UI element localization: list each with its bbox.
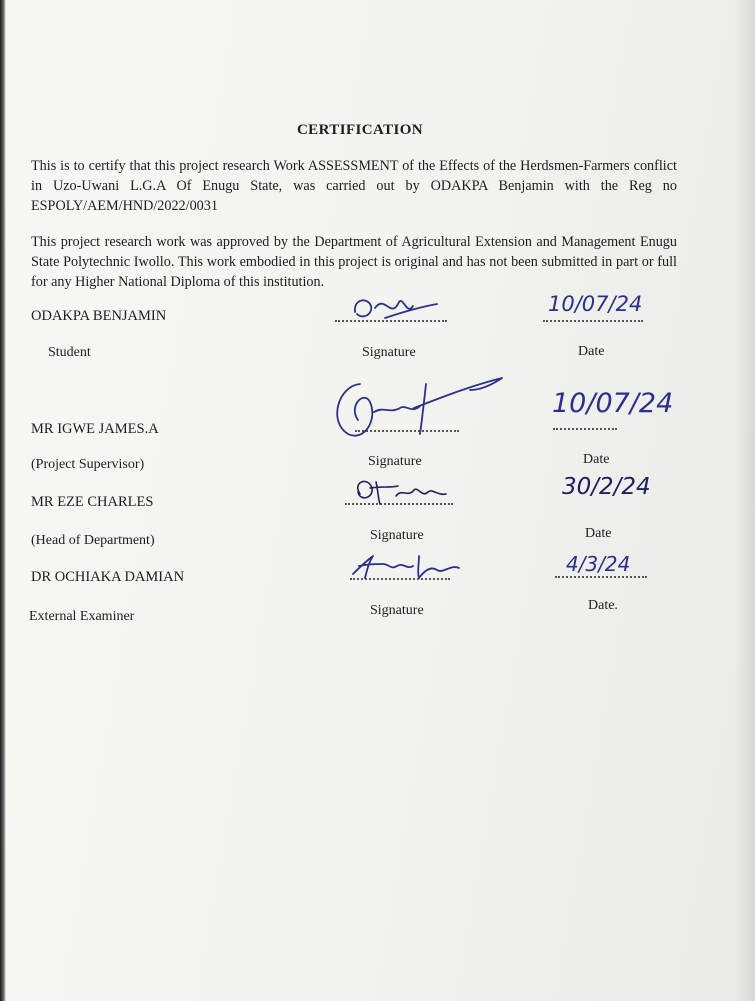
student-signature-label: Signature	[362, 345, 416, 360]
student-date-line	[543, 318, 643, 322]
supervisor-date-line	[553, 426, 617, 430]
hod-role: (Head of Department)	[31, 533, 155, 548]
supervisor-signature	[330, 372, 510, 442]
page-edge-shadow	[0, 0, 6, 1001]
hod-name: MR EZE CHARLES	[31, 494, 154, 510]
student-role: Student	[48, 345, 91, 360]
certification-paragraph: This is to certify that this project research Work ASSESSMENT of the Effects of the Herdsmen-Farmers conflict in Uzo-Uwani L.G.A Of Enugu State, was carried out by ODAKPA Benjamin with the Reg no ESPOLY/AEM/HND/2022/0031	[31, 158, 677, 214]
examiner-signature-label: Signature	[370, 603, 424, 618]
supervisor-role: (Project Supervisor)	[31, 457, 145, 472]
hod-signature-label: Signature	[370, 528, 424, 543]
examiner-signature	[345, 550, 470, 584]
supervisor-date-label: Date	[583, 452, 610, 467]
supervisor-signature-label: Signature	[368, 454, 422, 469]
examiner-role: External Examiner	[29, 609, 135, 624]
supervisor-name: MR IGWE JAMES.A	[31, 421, 159, 437]
student-name: ODAKPA BENJAMIN	[31, 308, 167, 324]
approval-paragraph: This project research work was approved by the Department of Agricultural Extension and Management Enugu State Polytechnic Iwollo. This work embodied in this project is original and has not been submitted in part or full for any Higher National Diploma of this institution.	[31, 234, 677, 290]
student-signature	[345, 290, 445, 330]
examiner-date-label: Date.	[588, 598, 618, 613]
hod-signature	[348, 474, 458, 508]
hod-date-label: Date	[585, 526, 612, 541]
page-title: CERTIFICATION	[296, 122, 424, 138]
examiner-handwritten-date: 4/3/24	[566, 552, 631, 576]
student-date-label: Date	[578, 344, 605, 359]
student-handwritten-date: 10/07/24	[548, 292, 643, 316]
hod-handwritten-date: 30/2/24	[562, 474, 651, 500]
examiner-name: DR OCHIAKA DAMIAN	[31, 569, 185, 585]
supervisor-handwritten-date: 10/07/24	[552, 388, 674, 419]
page-edge-right	[735, 0, 755, 1001]
